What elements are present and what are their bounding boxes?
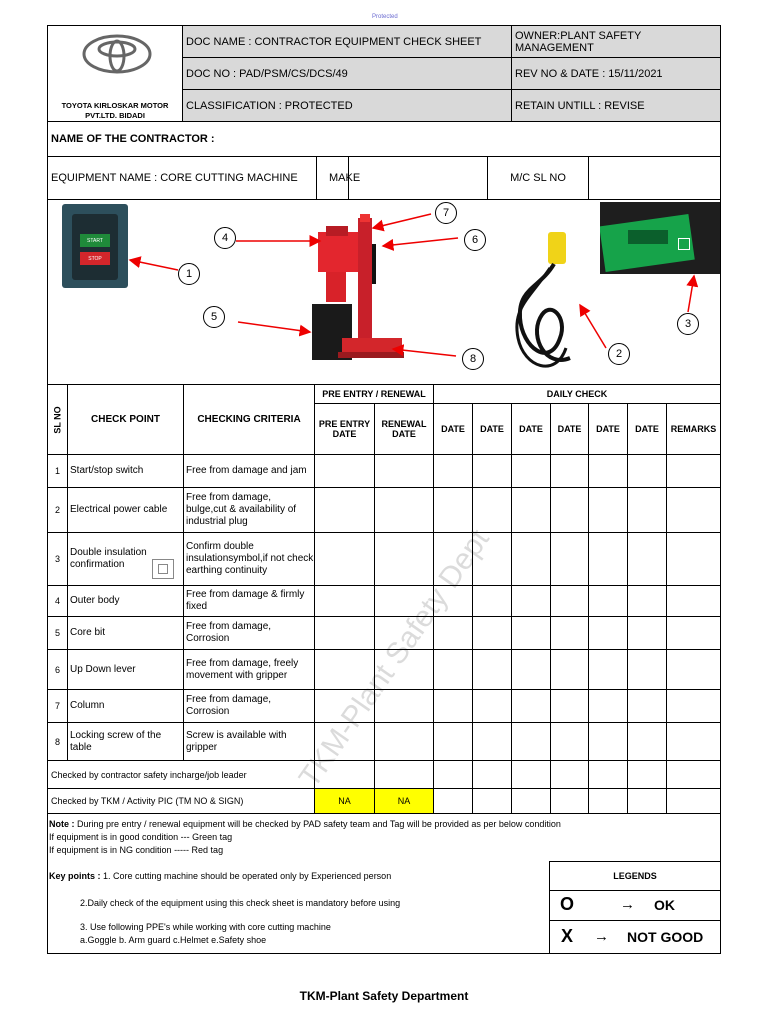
stop-label: STOP: [80, 252, 110, 265]
row-6-cell-9[interactable]: [666, 649, 721, 690]
check-point: Column: [67, 689, 184, 723]
renewal-date-header: RENEWAL DATE: [374, 403, 434, 455]
contractor-check-cell-6[interactable]: [550, 760, 589, 789]
row-6-cell-4[interactable]: [472, 649, 512, 690]
contractor-check-cell-8[interactable]: [627, 760, 667, 789]
daily-check-header: DAILY CHECK: [433, 384, 721, 404]
ng-symbol: X: [561, 926, 574, 946]
row-1-cell-2[interactable]: [374, 454, 434, 488]
note-line1: Note : During pre entry / renewal equipment will be checked by PAD safety team and Tag will be provided as per below condition: [49, 819, 561, 829]
row-1-cell-6[interactable]: [550, 454, 589, 488]
row-1-cell-5[interactable]: [511, 454, 551, 488]
footer: TKM-Plant Safety Department: [299, 989, 469, 1003]
row-6-cell-2[interactable]: [374, 649, 434, 690]
row-7-cell-2[interactable]: [374, 689, 434, 723]
row-4-cell-7[interactable]: [588, 585, 628, 617]
row-number: 3: [47, 532, 68, 586]
row-2-cell-9[interactable]: [666, 487, 721, 533]
check-point: Outer body: [67, 585, 184, 617]
row-5-cell-6[interactable]: [550, 616, 589, 650]
callout-1: 1: [178, 263, 200, 285]
row-number: 2: [47, 487, 68, 533]
checking-criteria: Free from damage, Corrosion: [183, 616, 315, 650]
row-3-cell-9[interactable]: [666, 532, 721, 586]
row-5-cell-9[interactable]: [666, 616, 721, 650]
row-number: 5: [47, 616, 68, 650]
row-8-cell-1[interactable]: [314, 722, 375, 761]
tkm-check-cell-4[interactable]: [550, 788, 589, 814]
check-point: Up Down lever: [67, 649, 184, 690]
callout-7: 7: [435, 202, 457, 224]
company-line1: TOYOTA KIRLOSKAR MOTOR: [61, 101, 169, 110]
callout-5: 5: [203, 306, 225, 328]
callout-2: 2: [608, 343, 630, 365]
row-2-cell-8[interactable]: [627, 487, 667, 533]
row-4-cell-9[interactable]: [666, 585, 721, 617]
doc-name: DOC NAME : CONTRACTOR EQUIPMENT CHECK SHEET: [182, 25, 512, 58]
row-4-cell-5[interactable]: [511, 585, 551, 617]
row-6-cell-5[interactable]: [511, 649, 551, 690]
row-8-cell-5[interactable]: [511, 722, 551, 761]
row-7-cell-8[interactable]: [627, 689, 667, 723]
ng-text: NOT GOOD: [627, 929, 704, 945]
row-4-cell-2[interactable]: [374, 585, 434, 617]
row-5-cell-4[interactable]: [472, 616, 512, 650]
legend-ok: [549, 890, 721, 921]
checking-criteria: Screw is available with gripper: [183, 722, 315, 761]
row-3-cell-5[interactable]: [511, 532, 551, 586]
checked-by-tkm-label: Checked by TKM / Activity PIC (TM NO & SIGN): [47, 788, 315, 814]
checking-criteria: Free from damage, freely movement with gripper: [183, 649, 315, 690]
ng-arrow-icon: →: [594, 928, 609, 945]
retain-until: RETAIN UNTILL : REVISE: [511, 89, 721, 122]
row-5-cell-3[interactable]: [433, 616, 473, 650]
date-header-6: DATE: [627, 403, 667, 455]
row-4-cell-3[interactable]: [433, 585, 473, 617]
start-label: START: [80, 234, 110, 247]
date-header-5: DATE: [588, 403, 628, 455]
row-4-cell-4[interactable]: [472, 585, 512, 617]
owner: OWNER:PLANT SAFETY MANAGEMENT: [511, 25, 721, 58]
tkm-check-cell-2[interactable]: [472, 788, 512, 814]
na-pre-entry: NA: [314, 788, 375, 814]
row-1-cell-8[interactable]: [627, 454, 667, 488]
row-1-cell-4[interactable]: [472, 454, 512, 488]
row-3-cell-1[interactable]: [314, 532, 375, 586]
row-2-cell-3[interactable]: [433, 487, 473, 533]
row-3-cell-8[interactable]: [627, 532, 667, 586]
row-8-cell-9[interactable]: [666, 722, 721, 761]
check-point: Double insulation confirmation: [67, 532, 184, 586]
classification-mark: Protected: [372, 14, 398, 20]
row-4-cell-6[interactable]: [550, 585, 589, 617]
legends-title: LEGENDS: [549, 861, 721, 891]
checking-criteria: Free from damage, bulge,cut & availability of industrial plug: [183, 487, 315, 533]
tkm-check-cell-6[interactable]: [627, 788, 667, 814]
contractor-name-label: NAME OF THE CONTRACTOR :: [47, 121, 721, 157]
row-8-cell-3[interactable]: [433, 722, 473, 761]
sl-no-header: SL NO: [47, 384, 68, 455]
doc-no: DOC NO : PAD/PSM/CS/DCS/49: [182, 57, 512, 90]
contractor-check-cell-5[interactable]: [511, 760, 551, 789]
ok-symbol: O: [560, 894, 575, 914]
row-4-cell-8[interactable]: [627, 585, 667, 617]
ok-arrow-icon: →: [620, 896, 635, 913]
row-8-cell-6[interactable]: [550, 722, 589, 761]
checked-by-contractor-label: Checked by contractor safety incharge/job leader: [47, 760, 315, 789]
date-header-3: DATE: [511, 403, 551, 455]
row-1-cell-7[interactable]: [588, 454, 628, 488]
contractor-check-cell-2[interactable]: [374, 760, 434, 789]
row-7-cell-1[interactable]: [314, 689, 375, 723]
note-line3: If equipment is in NG condition ----- Red tag: [49, 845, 224, 855]
row-number: 6: [47, 649, 68, 690]
row-4-cell-1[interactable]: [314, 585, 375, 617]
remarks-header: REMARKS: [666, 403, 721, 455]
row-3-cell-7[interactable]: [588, 532, 628, 586]
key-point-3: 3. Use following PPE's while working with core cutting machine: [80, 922, 331, 932]
row-1-cell-9[interactable]: [666, 454, 721, 488]
check-point: Start/stop switch: [67, 454, 184, 488]
legend-not-good: [549, 920, 721, 954]
date-header-1: DATE: [433, 403, 473, 455]
row-5-cell-5[interactable]: [511, 616, 551, 650]
tkm-check-cell-5[interactable]: [588, 788, 628, 814]
row-8-cell-4[interactable]: [472, 722, 512, 761]
equipment-name: EQUIPMENT NAME : CORE CUTTING MACHINE: [47, 156, 317, 200]
logo-cell: [47, 25, 183, 122]
row-7-cell-7[interactable]: [588, 689, 628, 723]
row-3-cell-6[interactable]: [550, 532, 589, 586]
make-value[interactable]: [348, 156, 488, 200]
mc-sl-no-label: M/C SL NO: [487, 156, 589, 200]
key-point-2: 2.Daily check of the equipment using this check sheet is mandatory before using: [80, 898, 401, 908]
row-3-cell-3[interactable]: [433, 532, 473, 586]
callout-3: 3: [677, 313, 699, 335]
checking-criteria: Free from damage, Corrosion: [183, 689, 315, 723]
rev-date: REV NO & DATE : 15/11/2021: [511, 57, 721, 90]
row-3-cell-2[interactable]: [374, 532, 434, 586]
make-label: MAKE: [316, 156, 349, 200]
row-2-cell-6[interactable]: [550, 487, 589, 533]
row-7-cell-5[interactable]: [511, 689, 551, 723]
row-number: 7: [47, 689, 68, 723]
row-6-cell-6[interactable]: [550, 649, 589, 690]
check-point: Core bit: [67, 616, 184, 650]
row-7-cell-9[interactable]: [666, 689, 721, 723]
row-5-cell-7[interactable]: [588, 616, 628, 650]
check-point-header: CHECK POINT: [67, 384, 184, 455]
row-8-cell-8[interactable]: [627, 722, 667, 761]
row-number: 4: [47, 585, 68, 617]
equipment-image-area: [47, 199, 721, 385]
checking-criteria: Free from damage & firmly fixed: [183, 585, 315, 617]
row-6-cell-7[interactable]: [588, 649, 628, 690]
row-3-cell-4[interactable]: [472, 532, 512, 586]
row-6-cell-1[interactable]: [314, 649, 375, 690]
row-6-cell-8[interactable]: [627, 649, 667, 690]
contractor-check-cell-4[interactable]: [472, 760, 512, 789]
date-header-2: DATE: [472, 403, 512, 455]
checking-criteria: Free from damage and jam: [183, 454, 315, 488]
row-5-cell-8[interactable]: [627, 616, 667, 650]
contractor-check-cell-9[interactable]: [666, 760, 721, 789]
row-number: 1: [47, 454, 68, 488]
pre-entry-renewal-header: PRE ENTRY / RENEWAL: [314, 384, 434, 404]
company-line2: PVT.LTD. BIDADI: [85, 111, 145, 120]
row-2-cell-5[interactable]: [511, 487, 551, 533]
check-point: Locking screw of the table: [67, 722, 184, 761]
row-7-cell-3[interactable]: [433, 689, 473, 723]
callout-6: 6: [464, 229, 486, 251]
pre-entry-date-header: PRE ENTRY DATE: [314, 403, 375, 455]
row-5-cell-1[interactable]: [314, 616, 375, 650]
row-8-cell-7[interactable]: [588, 722, 628, 761]
toyota-logo: [82, 34, 152, 74]
double-insulation-icon: [152, 559, 174, 579]
tkm-check-cell-7[interactable]: [666, 788, 721, 814]
ok-text: OK: [654, 897, 675, 913]
row-8-cell-2[interactable]: [374, 722, 434, 761]
key-point-4: a.Goggle b. Arm guard c.Helmet e.Safety shoe: [80, 935, 267, 945]
watermark: TKM-Plant Safety Dept: [292, 523, 496, 794]
classification: CLASSIFICATION : PROTECTED: [182, 89, 512, 122]
row-2-cell-7[interactable]: [588, 487, 628, 533]
row-7-cell-4[interactable]: [472, 689, 512, 723]
contractor-check-cell-1[interactable]: [314, 760, 375, 789]
row-1-cell-1[interactable]: [314, 454, 375, 488]
row-7-cell-6[interactable]: [550, 689, 589, 723]
check-point: Electrical power cable: [67, 487, 184, 533]
tkm-check-cell-3[interactable]: [511, 788, 551, 814]
key-point-1: Key points : 1. Core cutting machine should be operated only by Experienced person: [49, 871, 392, 881]
checking-criteria: Confirm double insulationsymbol,if not check earthing continuity: [183, 532, 315, 586]
na-renewal: NA: [374, 788, 434, 814]
contractor-check-cell-7[interactable]: [588, 760, 628, 789]
tkm-check-cell-1[interactable]: [433, 788, 473, 814]
date-header-4: DATE: [550, 403, 589, 455]
callout-4: 4: [214, 227, 236, 249]
checking-criteria-header: CHECKING CRITERIA: [183, 384, 315, 455]
row-2-cell-1[interactable]: [314, 487, 375, 533]
row-5-cell-2[interactable]: [374, 616, 434, 650]
mc-sl-no-value[interactable]: [588, 156, 721, 200]
row-number: 8: [47, 722, 68, 761]
row-1-cell-3[interactable]: [433, 454, 473, 488]
contractor-check-cell-3[interactable]: [433, 760, 473, 789]
note-line2: If equipment is in good condition --- Green tag: [49, 832, 233, 842]
row-2-cell-4[interactable]: [472, 487, 512, 533]
row-6-cell-3[interactable]: [433, 649, 473, 690]
row-2-cell-2[interactable]: [374, 487, 434, 533]
callout-8: 8: [462, 348, 484, 370]
